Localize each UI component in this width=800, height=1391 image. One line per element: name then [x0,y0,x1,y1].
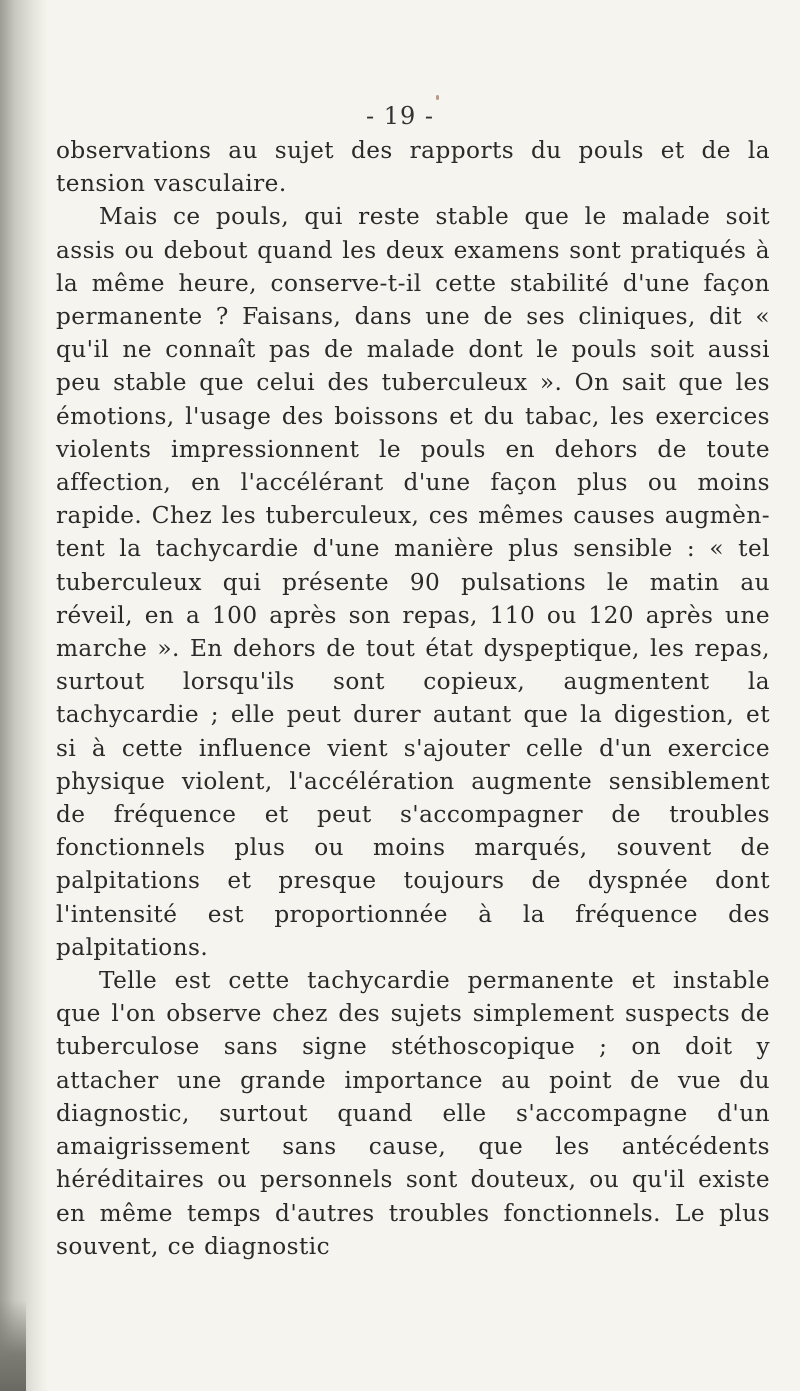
paragraph-3: Telle est cette tachycardie permanente et instable que l'on observe chez des sujets simplement suspects de tuberculose sans signe stéthoscopique ; on doit y attacher une grande importance au point de vue du diagnostic, surtout quand elle s'accompagne d'un amaigrissement sans cause, que les antécédents héréditaires ou personnels sont douteux, ou qu'il existe en même temps d'autres troubles fonctionnels. Le plus souvent, ce diagnostic [56,967,770,1260]
page-body-text [56,134,770,1263]
paragraph-2: Mais ce pouls, qui reste stable que le malade soit assis ou debout quand les deux examens sont pratiqués à la même heure, conserve-t-il cette stabilité d'une façon permanente ? Faisans, dans une de ses cliniques, dit « qu'il ne connaît pas de malade dont le pouls soit aussi peu stable que celui des tuberculeux ». On sait que les émotions, l'usage des boissons et du tabac, les exercices violents impressionnent le pouls en dehors de toute affection, en l'accélérant d'une façon plus ou moins rapide. Chez les tuberculeux, ces mêmes causes augmèn-tent la tachycardie d'une manière plus sensible : « tel tuberculeux qui présente 90 pulsations le matin au réveil, en a 100 après son repas, 110 ou 120 après une marche ». En dehors de tout état dyspeptique, les repas, surtout lorsqu'ils sont copieux, augmentent la tachycardie ; elle peut durer autant que la digestion, et si à cette influence vient s'ajouter celle d'un exercice physique violent, l'accélération augmente sensiblement de fréquence et peut s'accompagner de troubles fonctionnels plus ou moins marqués, souvent de palpitations et presque toujours de dyspnée dont l'intensité est proportionnée à la fréquence des palpitations. [56,203,770,961]
page-binding-shadow [0,0,48,1391]
binding-dark-mark [0,1300,26,1391]
page-number: - 19 - [365,102,434,130]
ink-speck [436,95,439,100]
paragraph-1: observations au sujet des rapports du pouls et de la tension vasculaire. [56,137,770,198]
